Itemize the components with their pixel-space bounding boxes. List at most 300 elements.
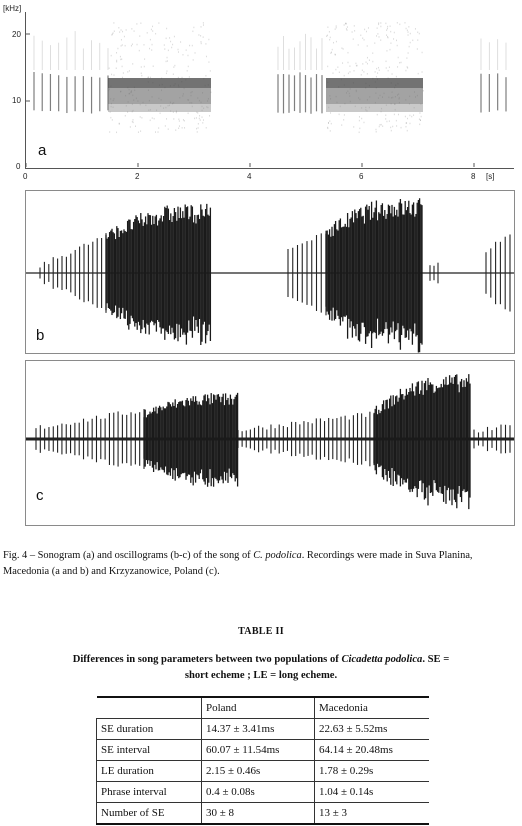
sonogram-noise-dot [179, 125, 180, 127]
table-cell: LE duration [97, 761, 202, 782]
sonogram-noise-dot [393, 38, 394, 40]
table-header-row [97, 697, 430, 719]
sonogram-noise-dot [359, 120, 360, 122]
sonogram-noise-dot [140, 22, 141, 24]
sonogram-noise-dot [198, 34, 199, 36]
sonogram-noise-dot [408, 26, 409, 28]
table-header-blank [97, 697, 202, 719]
sonogram-noise-dot [386, 67, 387, 69]
sonogram-noise-dot [397, 22, 398, 24]
sonogram-noise-dot [141, 73, 142, 75]
sonogram-noise-dot [122, 77, 123, 79]
sonogram-noise-dot [406, 122, 407, 124]
sonogram-x-tick-4: 4 [247, 172, 252, 181]
sonogram-noise-dot [199, 115, 200, 117]
sonogram-y-tick-0: 0 [16, 162, 21, 171]
sonogram-noise-dot [138, 131, 139, 133]
sonogram-noise-dot [188, 66, 189, 68]
sonogram-noise-dot [327, 66, 328, 68]
sonogram-noise-dot [376, 68, 377, 70]
sonogram-noise-dot [382, 125, 383, 127]
sonogram-noise-dot [377, 72, 378, 74]
table-header-macedonia: Macedonia [315, 697, 430, 719]
sonogram-noise-dot [121, 29, 122, 31]
sonogram-noise-dot [379, 70, 380, 72]
sonogram-noise-dot [409, 115, 410, 117]
sonogram-noise-dot [333, 42, 334, 44]
sonogram-noise-dot [197, 131, 198, 133]
sonogram-noise-dot [408, 31, 409, 33]
sonogram-noise-dot [389, 120, 390, 122]
sonogram-band [108, 78, 211, 88]
sonogram-noise-dot [116, 61, 117, 63]
sonogram-noise-dot [201, 26, 202, 28]
table-cell: 2.15 ± 0.46s [202, 761, 315, 782]
sonogram-noise-dot [171, 47, 172, 49]
caption-suffix: . Recordings were made in Suva Planina, Macedonia (a and b) and Krzyzanowice, Poland (c). [3, 550, 473, 577]
sonogram-noise-dot [132, 44, 133, 46]
sonogram-noise-dot [368, 27, 369, 29]
sonogram-noise-dot [139, 50, 140, 52]
sonogram-noise-dot [164, 48, 165, 50]
sonogram-noise-dot [174, 65, 175, 67]
sonogram-noise-dot [205, 43, 206, 45]
sonogram-noise-dot [390, 25, 391, 27]
sonogram-noise-dot [126, 29, 127, 31]
sonogram-y-tick-10: 10 [12, 96, 21, 105]
sonogram-noise-dot [178, 127, 179, 129]
sonogram-noise-dot [418, 73, 419, 75]
sonogram-noise-dot [360, 35, 361, 37]
sonogram-noise-dot [183, 119, 184, 121]
sonogram-noise-dot [152, 44, 153, 46]
sonogram-noise-dot [116, 67, 117, 69]
sonogram-noise-dot [347, 62, 348, 64]
sonogram-noise-dot [150, 39, 151, 41]
sonogram-noise-dot [203, 36, 204, 38]
sonogram-x-tick-6: 6 [359, 172, 364, 181]
oscillogram-b-panel [25, 190, 515, 354]
sonogram-band [326, 88, 423, 104]
sonogram-noise-dot [125, 115, 126, 117]
sonogram-noise-dot [192, 31, 193, 33]
sonogram-noise-dot [194, 118, 195, 120]
sonogram-noise-dot [408, 52, 409, 54]
sonogram-noise-dot [131, 45, 132, 47]
sonogram-noise-dot [192, 45, 193, 47]
table-cell: 13 ± 3 [315, 803, 430, 825]
sonogram-noise-dot [193, 59, 194, 61]
table-cell: 1.78 ± 0.29s [315, 761, 430, 782]
sonogram-noise-dot [203, 24, 204, 26]
panel-letter-b: b [36, 327, 45, 344]
caption-species: C. podolica [253, 550, 302, 561]
table-title: TABLE II [238, 626, 284, 637]
sonogram-noise-dot [367, 63, 368, 65]
sonogram-noise-dot [125, 45, 126, 47]
sonogram-noise-dot [208, 61, 209, 63]
sonogram-noise-dot [366, 61, 367, 63]
sonogram-x-tick-8: 8 [471, 172, 476, 181]
sonogram-noise-dot [329, 31, 330, 33]
sonogram-noise-dot [377, 114, 378, 116]
sonogram-noise-dot [410, 33, 411, 35]
sonogram-noise-dot [374, 42, 375, 44]
sonogram-noise-dot [364, 29, 365, 31]
sonogram-noise-dot [328, 122, 329, 124]
table-cell: SE duration [97, 719, 202, 740]
sonogram-noise-dot [412, 40, 413, 42]
sonogram-noise-dot [203, 22, 204, 24]
sonogram-noise-dot [155, 33, 156, 35]
caption-prefix: Fig. 4 – Sonogram (a) and oscillograms (b-c) of the song of [3, 550, 254, 561]
sonogram-noise-dot [141, 75, 142, 77]
sonogram-noise-dot [173, 73, 174, 75]
sonogram-noise-dot [189, 76, 190, 78]
sonogram-noise-dot [132, 63, 133, 65]
sonogram-noise-dot [166, 73, 167, 75]
sonogram-noise-dot [407, 130, 408, 132]
sonogram-noise-dot [335, 69, 336, 71]
sonogram-noise-dot [346, 28, 347, 30]
sonogram-noise-dot [210, 70, 211, 72]
sonogram-noise-dot [186, 49, 187, 51]
sonogram-noise-dot [353, 126, 354, 128]
sonogram-noise-dot [421, 116, 422, 118]
sonogram-noise-dot [405, 126, 406, 128]
sonogram-noise-dot [355, 63, 356, 65]
sonogram-noise-dot [419, 33, 420, 35]
sonogram-noise-dot [200, 119, 201, 121]
sonogram-noise-dot [341, 124, 342, 126]
sonogram-noise-dot [372, 61, 373, 63]
sonogram-noise-dot [167, 57, 168, 59]
sonogram-noise-dot [344, 114, 345, 116]
sonogram-noise-dot [122, 66, 123, 68]
sonogram-noise-dot [208, 39, 209, 41]
sonogram-noise-dot [344, 24, 345, 26]
sonogram-noise-dot [330, 37, 331, 39]
sonogram-noise-dot [160, 113, 161, 115]
sonogram-noise-dot [396, 40, 397, 42]
sonogram-noise-dot [401, 62, 402, 64]
sonogram-noise-dot [133, 119, 134, 121]
sonogram-noise-dot [184, 127, 185, 129]
sonogram-noise-dot [386, 29, 387, 31]
sonogram-noise-dot [336, 27, 337, 29]
sonogram-noise-dot [111, 74, 112, 76]
sonogram-noise-dot [380, 22, 381, 24]
sonogram-noise-dot [379, 36, 380, 38]
sonogram-noise-dot [392, 126, 393, 128]
table-caption-prefix: Differences in song parameters between two populations of [72, 654, 342, 665]
sonogram-noise-dot [392, 73, 393, 75]
sonogram-noise-dot [362, 70, 363, 72]
sonogram-noise-dot [121, 58, 122, 60]
sonogram-noise-dot [406, 28, 407, 30]
sonogram-x-tick-0: 0 [23, 172, 28, 181]
sonogram-noise-dot [417, 48, 418, 50]
sonogram-noise-dot [361, 118, 362, 120]
sonogram-noise-dot [147, 32, 148, 34]
sonogram-noise-dot [137, 44, 138, 46]
sonogram-noise-dot [166, 70, 167, 72]
sonogram-noise-dot [330, 130, 331, 132]
sonogram-noise-dot [413, 114, 414, 116]
sonogram-noise-dot [129, 70, 130, 72]
sonogram-noise-dot [352, 31, 353, 32]
sonogram-noise-dot [122, 44, 123, 46]
sonogram-noise-dot [339, 72, 340, 74]
sonogram-noise-dot [179, 120, 180, 122]
sonogram-noise-dot [151, 29, 152, 31]
table-row [97, 761, 430, 782]
sonogram-panel [25, 12, 514, 169]
sonogram-noise-dot [123, 72, 124, 74]
sonogram-noise-dot [376, 35, 377, 37]
sonogram-noise-dot [399, 24, 400, 26]
sonogram-x-unit: [s] [486, 172, 495, 181]
table-row [97, 740, 430, 761]
sonogram-noise-dot [198, 127, 199, 129]
table-cell: 22.63 ± 5.52ms [315, 719, 430, 740]
sonogram-noise-dot [120, 56, 121, 58]
sonogram-noise-dot [182, 127, 183, 129]
sonogram-band [326, 78, 423, 88]
sonogram-noise-dot [336, 41, 337, 43]
sonogram-noise-dot [173, 118, 174, 120]
sonogram-noise-dot [114, 30, 115, 32]
sonogram-noise-dot [396, 125, 397, 127]
table-cell: 60.07 ± 11.54ms [202, 740, 315, 761]
sonogram-noise-dot [140, 116, 141, 118]
sonogram-noise-dot [375, 71, 376, 73]
sonogram-band [108, 104, 211, 112]
sonogram-noise-dot [152, 117, 153, 119]
sonogram-noise-dot [387, 36, 388, 38]
sonogram-noise-dot [198, 123, 199, 125]
table-cell: 14.37 ± 3.41ms [202, 719, 315, 740]
sonogram-noise-dot [422, 71, 423, 73]
sonogram-noise-dot [354, 30, 355, 32]
sonogram-noise-dot [390, 31, 391, 33]
sonogram-noise-dot [130, 126, 131, 128]
sonogram-noise-dot [375, 129, 376, 131]
sonogram-noise-dot [154, 118, 155, 120]
sonogram-noise-dot [174, 36, 175, 38]
sonogram-noise-dot [386, 50, 387, 52]
sonogram-noise-dot [117, 48, 118, 50]
sonogram-noise-dot [113, 22, 114, 24]
sonogram-noise-dot [201, 43, 202, 45]
sonogram-noise-dot [354, 70, 355, 72]
sonogram-noise-dot [167, 60, 168, 62]
sonogram-noise-dot [326, 35, 327, 37]
sonogram-noise-dot [362, 37, 363, 39]
sonogram-noise-dot [121, 39, 122, 41]
sonogram-noise-dot [379, 126, 380, 128]
sonogram-noise-dot [363, 71, 364, 73]
sonogram-noise-dot [347, 26, 348, 28]
sonogram-noise-dot [110, 117, 111, 119]
sonogram-noise-dot [178, 51, 179, 53]
sonogram-noise-dot [385, 23, 386, 25]
oscillogram-c-panel [25, 360, 515, 526]
sonogram-noise-dot [367, 73, 368, 75]
sonogram-noise-dot [390, 127, 391, 128]
sonogram-noise-dot [335, 54, 336, 56]
sonogram-noise-dot [136, 23, 137, 25]
sonogram-noise-dot [119, 31, 120, 32]
sonogram-noise-dot [405, 116, 406, 118]
sonogram-x-tick-2: 2 [135, 172, 140, 181]
table-cell: SE interval [97, 740, 202, 761]
table-cell: 30 ± 8 [202, 803, 315, 825]
sonogram-noise-dot [329, 120, 330, 122]
sonogram-noise-dot [164, 44, 165, 46]
sonogram-noise-dot [407, 118, 408, 120]
sonogram-long-echeme [326, 22, 424, 133]
sonogram-noise-dot [369, 59, 370, 61]
table-row [97, 782, 430, 803]
sonogram-noise-dot [113, 74, 114, 76]
sonogram-noise-dot [347, 52, 348, 54]
sonogram-noise-dot [178, 49, 179, 51]
sonogram-noise-dot [168, 50, 169, 52]
oscillogram-c-plot [26, 361, 514, 525]
oscillogram-long-echeme [144, 393, 238, 487]
sonogram-noise-dot [378, 67, 379, 69]
sonogram-noise-dot [341, 47, 342, 49]
sonogram-noise-dot [359, 132, 360, 134]
table-cell: 1.04 ± 0.14s [315, 782, 430, 803]
sonogram-noise-dot [385, 118, 386, 120]
sonogram-noise-dot [209, 115, 210, 117]
sonogram-noise-dot [205, 75, 206, 77]
song-parameters-table [96, 696, 429, 825]
sonogram-noise-dot [327, 128, 328, 129]
sonogram-noise-dot [139, 35, 140, 37]
sonogram-noise-dot [119, 123, 120, 125]
sonogram-noise-dot [398, 114, 399, 116]
sonogram-noise-dot [166, 61, 167, 63]
sonogram-noise-dot [172, 44, 173, 46]
sonogram-noise-dot [398, 57, 399, 59]
sonogram-noise-dot [152, 30, 153, 32]
sonogram-y-tick-20: 20 [12, 30, 21, 39]
sonogram-noise-dot [385, 114, 386, 116]
table-header-poland: Poland [202, 697, 315, 719]
sonogram-noise-dot [387, 26, 388, 28]
sonogram-noise-dot [166, 118, 167, 120]
sonogram-noise-dot [343, 119, 344, 121]
table-cell: 64.14 ± 20.48ms [315, 740, 430, 761]
sonogram-noise-dot [332, 72, 333, 74]
sonogram-noise-dot [396, 76, 397, 78]
sonogram-noise-dot [169, 37, 170, 39]
sonogram-noise-dot [361, 74, 362, 76]
sonogram-noise-dot [331, 52, 332, 54]
sonogram-noise-dot [134, 30, 135, 32]
sonogram-noise-dot [377, 33, 378, 35]
sonogram-noise-dot [419, 124, 420, 126]
panel-letter-c: c [36, 487, 44, 504]
sonogram-noise-dot [376, 131, 377, 133]
sonogram-noise-dot [381, 124, 382, 126]
sonogram-noise-dot [366, 31, 367, 33]
sonogram-noise-dot [386, 61, 387, 63]
sonogram-noise-dot [178, 119, 179, 121]
sonogram-noise-dot [141, 117, 142, 119]
sonogram-noise-dot [327, 26, 328, 28]
sonogram-y-unit: [kHz] [3, 4, 22, 13]
sonogram-noise-dot [151, 49, 152, 51]
sonogram-noise-dot [397, 66, 398, 68]
sonogram-noise-dot [187, 55, 188, 57]
sonogram-noise-dot [197, 112, 198, 114]
sonogram-noise-dot [380, 39, 381, 41]
sonogram-noise-dot [388, 70, 389, 72]
sonogram-noise-dot [202, 122, 203, 124]
sonogram-noise-dot [144, 58, 145, 60]
sonogram-noise-dot [116, 132, 117, 134]
sonogram-noise-dot [196, 117, 197, 119]
sonogram-noise-dot [168, 128, 169, 130]
sonogram-noise-dot [411, 116, 412, 118]
sonogram-noise-dot [410, 42, 411, 44]
sonogram-noise-dot [165, 125, 166, 127]
sonogram-noise-dot [386, 121, 387, 123]
sonogram-noise-dot [359, 128, 360, 129]
sonogram-noise-dot [120, 59, 121, 61]
sonogram-noise-dot [196, 128, 197, 129]
sonogram-noise-dot [344, 75, 345, 77]
sonogram-noise-dot [135, 125, 136, 127]
oscillogram-long-echeme [326, 198, 422, 352]
figure-caption [3, 548, 519, 580]
sonogram-noise-dot [199, 118, 200, 120]
sonogram-noise-dot [387, 28, 388, 30]
sonogram-noise-dot [189, 45, 190, 47]
table-row [97, 803, 430, 825]
sonogram-noise-dot [166, 28, 167, 30]
sonogram-noise-dot [193, 27, 194, 29]
oscillogram-b-plot [26, 191, 514, 353]
sonogram-noise-dot [122, 31, 123, 32]
sonogram-noise-dot [330, 112, 331, 114]
sonogram-noise-dot [346, 23, 347, 25]
sonogram-noise-dot [118, 27, 119, 29]
sonogram-noise-dot [144, 66, 145, 68]
sonogram-noise-dot [143, 44, 144, 46]
sonogram-noise-dot [380, 124, 381, 126]
sonogram-noise-dot [415, 28, 416, 30]
sonogram-noise-dot [367, 45, 368, 47]
sonogram-noise-dot [364, 39, 365, 41]
sonogram-noise-dot [170, 41, 171, 43]
sonogram-noise-dot [377, 27, 378, 29]
sonogram-noise-dot [397, 45, 398, 47]
sonogram-noise-dot [407, 30, 408, 32]
table-caption-species: Cicadetta podolica [341, 654, 423, 665]
sonogram-plot [26, 12, 514, 168]
sonogram-noise-dot [331, 123, 332, 125]
sonogram-noise-dot [180, 41, 181, 43]
sonogram-noise-dot [378, 24, 379, 26]
sonogram-noise-dot [152, 26, 153, 28]
sonogram-noise-dot [356, 65, 357, 67]
sonogram-noise-dot [141, 66, 142, 68]
